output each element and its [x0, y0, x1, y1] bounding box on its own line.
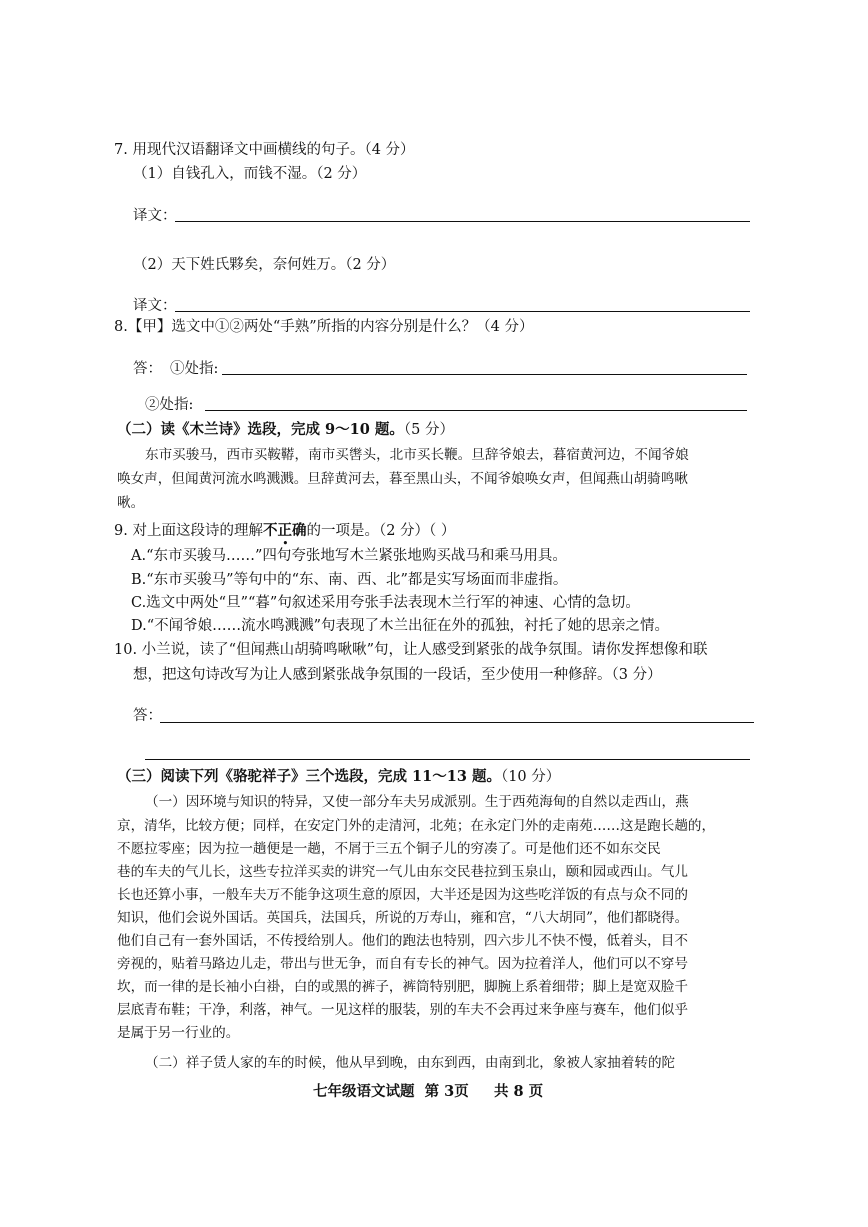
section-3-score: （10 分） — [500, 769, 561, 785]
q8-point-1-label: ①处指: — [170, 361, 219, 377]
q9-option-b: B.“东市买骏马”等句中的“东、南、西、北”都是实写场面而非虚指。 — [131, 572, 568, 588]
passage-1-line: 旁视的，贴着马路边儿走，带出与世无争，而自有专长的神气。因为拉着洋人，他们可以不穿号 — [117, 956, 688, 972]
q9-stem-pre: 9. 对上面这段诗的理解 — [114, 523, 263, 539]
section-3-title — [117, 767, 560, 787]
q7-answer-line-2[interactable] — [175, 311, 750, 312]
q7-answer-line-1[interactable] — [175, 221, 750, 222]
q7-sentence-1: （1）自钱孔入，而钱不湿。（2 分） — [133, 166, 367, 182]
poem-line-1: 东市买骏马，西市买鞍鞯，南市买辔头，北市买长鞭。旦辞爷娘去，暮宿黄河边，不闻爷娘 — [145, 447, 689, 463]
q10-line-1: 10. 小兰说，读了“但闻燕山胡骑鸣啾啾”句，让人感受到紧张的战争氛围。请你发挥想像和联 — [114, 642, 708, 658]
page-footer — [313, 1082, 543, 1102]
footer-title: 七年级语文试题 — [313, 1083, 415, 1100]
passage-2-line: （二）祥子赁人家的车的时候，他从早到晚，由东到西，由南到北，象被人家抽着转的陀 — [145, 1055, 676, 1071]
q9-option-a: A.“东市买骏马……”四句夸张地写木兰紧张地购买战马和乘马用具。 — [131, 548, 567, 564]
q9-stem — [114, 521, 455, 541]
section-2-title — [117, 420, 454, 440]
section-2-score: （5 分） — [403, 422, 454, 438]
q9-option-c: C.选文中两处“旦”“暮”句叙述采用夸张手法表现木兰行军的神速、心情的急切。 — [131, 595, 640, 611]
q7-answer-label-2: 译文： — [133, 298, 177, 314]
q7-heading: 7. 用现代汉语翻译文中画横线的句子。（4 分） — [114, 142, 415, 158]
q7-sentence-2: （2）天下姓氏夥矣，奈何姓万。（2 分） — [133, 257, 396, 273]
footer-page: 第 3页 — [424, 1083, 469, 1100]
q8-answer-line-2[interactable] — [205, 410, 747, 411]
passage-1-line: 巷的车夫的气儿长，这些专拉洋买卖的讲究一气儿由东交民巷拉到玉泉山，颐和园或西山。气儿 — [117, 864, 688, 880]
passage-1-line: 知识，他们会说外国话。英国兵，法国兵，所说的万寿山，雍和宫，“八大胡同”，他们都晓得。 — [117, 910, 689, 926]
section-2-title-text: （二）读《木兰诗》选段，完成 9～10 题。 — [117, 421, 404, 438]
q7-answer-label-1: 译文： — [133, 208, 177, 224]
q8-heading: 8.【甲】选文中①②两处“手熟”所指的内容分别是什么？（4 分） — [114, 319, 534, 335]
q10-answer-line-1[interactable] — [160, 722, 754, 723]
q9-emphasis: 不正确 — [262, 522, 307, 539]
passage-1-line: 层底青布鞋；干净，利落，神气。一见这样的服装，别的车夫不会再过来争座与赛车，他们似乎 — [117, 1002, 688, 1018]
q9-stem-post: 的一项是。（2 分）（ ） — [306, 523, 456, 539]
passage-1-line: 京，清华，比较方便；同样，在安定门外的走清河，北苑；在永定门外的走南苑……这是跑长趟的， — [117, 818, 716, 834]
passage-1-line: 不愿拉零座；因为拉一趟便是一趟，不屑于三五个铜子儿的穷凑了。可是他们还不如东交民 — [117, 841, 661, 857]
q8-answer-line-1[interactable] — [222, 374, 747, 375]
footer-total: 共 8 页 — [494, 1083, 544, 1100]
q10-answer-line-2[interactable] — [145, 759, 750, 760]
passage-1-line: 长也还算小事，一般车夫万不能争这项生意的原因，大半还是因为这些吃洋饭的有点与众不同的 — [117, 887, 688, 903]
poem-line-3: 啾。 — [117, 495, 145, 511]
passage-1-line: 是属于另一行业的。 — [117, 1025, 240, 1041]
passage-1-line: 他们自己有一套外国话，不传授给别人。他们的跑法也特别，四六步儿不快不慢，低着头，目不 — [117, 933, 688, 949]
section-3-title-text: （三）阅读下列《骆驼祥子》三个选段，完成 11～13 题。 — [117, 768, 501, 785]
passage-1-line: 坎，而一律的是长袖小白褂，白的或黑的裤子，裤筒特别肥，脚腕上系着细带；脚上是宽双脸千 — [117, 979, 688, 995]
q10-answer-label: 答： — [133, 708, 162, 724]
q10-line-2: 想，把这句诗改写为让人感到紧张战争氛围的一段话，至少使用一种修辞。（3 分） — [133, 667, 662, 683]
q8-answer-label: 答： — [133, 361, 162, 377]
passage-1-line: （一）因环境与知识的特异，又使一部分车夫另成派别。生于西苑海甸的自然以走西山，燕 — [145, 794, 689, 810]
q8-point-2-label: ②处指: — [145, 397, 194, 413]
q9-option-d: D.“不闻爷娘……流水鸣溅溅”句表现了木兰出征在外的孤独，衬托了她的思亲之情。 — [131, 618, 670, 634]
poem-line-2: 唤女声，但闻黄河流水鸣溅溅。旦辞黄河去，暮至黑山头，不闻爷娘唤女声，但闻燕山胡骑鸣啾 — [117, 471, 688, 487]
